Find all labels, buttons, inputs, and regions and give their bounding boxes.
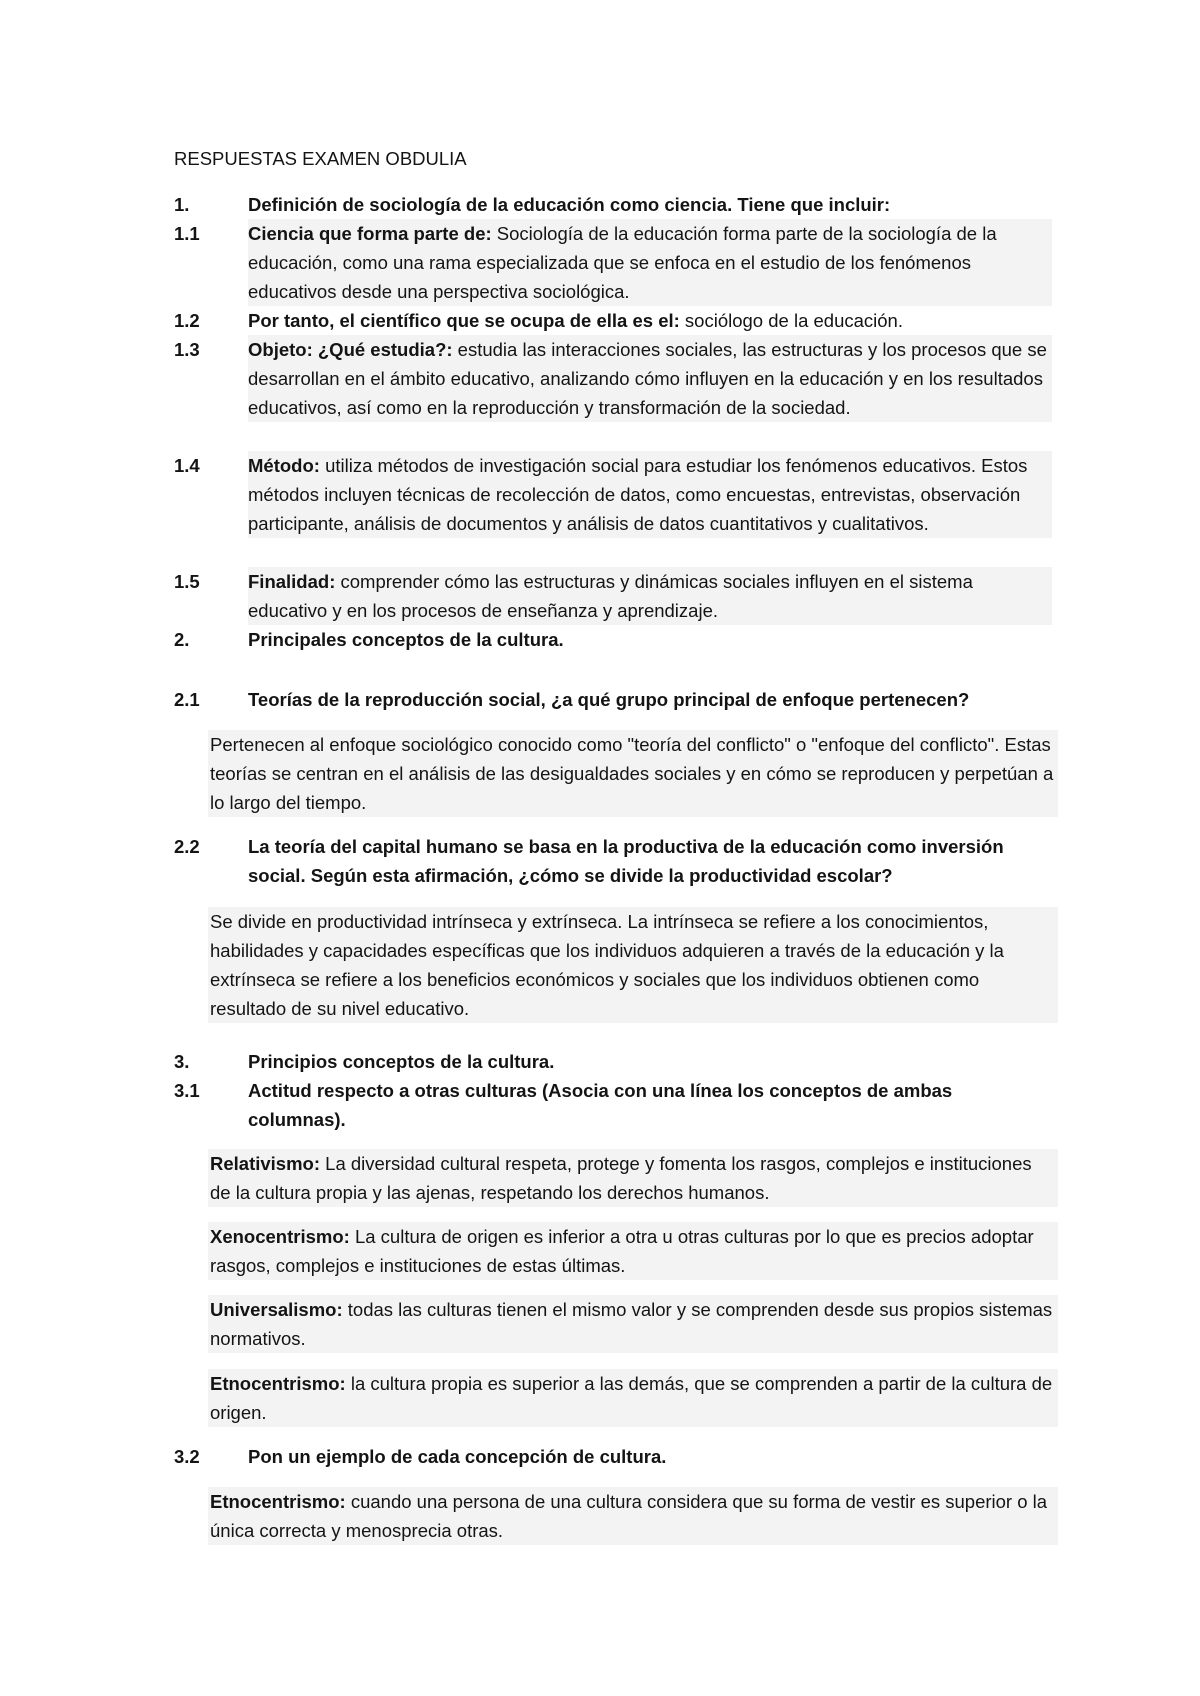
item-number: 1.1 <box>174 223 200 244</box>
term-label: Universalismo: <box>210 1299 343 1320</box>
definition-relativismo <box>208 1149 1058 1207</box>
question-number: 2.2 <box>174 836 200 857</box>
question-number: 3.1 <box>174 1080 200 1101</box>
item-number: 1.3 <box>174 339 200 360</box>
item-number: 1.2 <box>174 310 200 331</box>
section-number: 1. <box>174 194 190 215</box>
item-text: estudia las interacciones sociales, las estructuras y los procesos que se desarrollan en el ámbito educativo, analizando cómo influyen en la educación y en los resultados educativos, así como en la reproducción y transformación de la sociedad. <box>248 339 1047 418</box>
term-label: Relativismo: <box>210 1153 321 1174</box>
term-label: Etnocentrismo: <box>210 1491 346 1512</box>
section-number: 3. <box>174 1051 190 1072</box>
question-2-1 <box>174 685 1052 714</box>
item-text: Sociología de la educación forma parte de la sociología de la educación, como una rama especializada que se enfoca en el estudio de los fenómenos educativos desde una perspectiva sociológica. <box>248 223 997 302</box>
item-number: 1.5 <box>174 571 200 592</box>
item-number: 1.4 <box>174 455 200 476</box>
section-2-heading <box>174 625 1052 654</box>
question-3-2 <box>174 1442 1052 1471</box>
section-3-heading <box>174 1047 1052 1076</box>
question-text: Teorías de la reproducción social, ¿a qué grupo principal de enfoque pertenecen? <box>248 689 970 710</box>
item-body <box>248 219 1052 306</box>
item-1-1 <box>174 219 1052 306</box>
section-text: Principios conceptos de la cultura. <box>248 1051 555 1072</box>
item-1-3 <box>174 335 1052 422</box>
question-2-2 <box>174 832 1052 890</box>
item-body <box>248 335 1052 422</box>
term-text: la cultura propia es superior a las demás, que se comprenden a partir de la cultura de origen. <box>210 1373 1053 1423</box>
item-label: Objeto: ¿Qué estudia?: <box>248 339 453 360</box>
term-text: La diversidad cultural respeta, protege y fomenta los rasgos, complejos e instituciones de la cultura propia y las ajenas, respetando los derechos humanos. <box>210 1153 1032 1203</box>
item-1-4 <box>174 451 1052 538</box>
document-title: RESPUESTAS EXAMEN OBDULIA <box>174 148 467 169</box>
question-number: 2.1 <box>174 689 200 710</box>
item-body <box>248 567 1052 625</box>
item-label: Ciencia que forma parte de: <box>248 223 492 244</box>
question-text: Actitud respecto a otras culturas (Asocia con una línea los conceptos de ambas columnas). <box>248 1080 953 1130</box>
item-1-5 <box>174 567 1052 625</box>
item-text: utiliza métodos de investigación social para estudiar los fenómenos educativos. Estos métodos incluyen técnicas de recolección de datos, como encuestas, entrevistas, observación participante, análisis de documentos y análisis de datos cuantitativos y cualitativos. <box>248 455 1028 534</box>
question-number: 3.2 <box>174 1446 200 1467</box>
answer-2-2: Se divide en productividad intrínseca y extrínseca. La intrínseca se refiere a los conocimientos, habilidades y capacidades específicas que los individuos adquieren a través de la educación y la extrínseca se refiere a los beneficios económicos y sociales que los individuos obtienen como resultado de su nivel educativo. <box>208 907 1058 1023</box>
term-text: La cultura de origen es inferior a otra u otras culturas por lo que es precios adoptar rasgos, complejos e instituciones de estas últimas. <box>210 1226 1034 1276</box>
section-number: 2. <box>174 629 190 650</box>
item-text: sociólogo de la educación. <box>679 310 903 331</box>
question-text: Pon un ejemplo de cada concepción de cultura. <box>248 1446 667 1467</box>
definition-universalismo <box>208 1295 1058 1353</box>
section-text: Definición de sociología de la educación como ciencia. Tiene que incluir: <box>248 194 891 215</box>
item-text: comprender cómo las estructuras y dinámicas sociales influyen en el sistema educativo y en los procesos de enseñanza y aprendizaje. <box>248 571 973 621</box>
item-body <box>248 306 1052 335</box>
question-3-1 <box>174 1076 1052 1134</box>
term-text: cuando una persona de una cultura considera que su forma de vestir es superior o la única correcta y menosprecia otras. <box>210 1491 1048 1541</box>
item-label: Método: <box>248 455 320 476</box>
item-1-2 <box>174 306 1052 335</box>
term-label: Xenocentrismo: <box>210 1226 350 1247</box>
item-body <box>248 451 1052 538</box>
answer-2-1: Pertenecen al enfoque sociológico conocido como "teoría del conflicto" o "enfoque del conflicto". Estas teorías se centran en el análisis de las desigualdades sociales y en cómo se reproducen y perpetúan a lo largo del tiempo. <box>208 730 1058 817</box>
definition-xenocentrismo <box>208 1222 1058 1280</box>
item-label: Finalidad: <box>248 571 336 592</box>
example-etnocentrismo <box>208 1487 1058 1545</box>
section-1-heading <box>174 190 1052 219</box>
section-text: Principales conceptos de la cultura. <box>248 629 564 650</box>
definition-etnocentrismo <box>208 1369 1058 1427</box>
term-label: Etnocentrismo: <box>210 1373 346 1394</box>
term-text: todas las culturas tienen el mismo valor y se comprenden desde sus propios sistemas normativos. <box>210 1299 1053 1349</box>
item-label: Por tanto, el científico que se ocupa de ella es el: <box>248 310 680 331</box>
question-text: La teoría del capital humano se basa en la productiva de la educación como inversión social. Según esta afirmación, ¿cómo se divide la productividad escolar? <box>248 836 1004 886</box>
